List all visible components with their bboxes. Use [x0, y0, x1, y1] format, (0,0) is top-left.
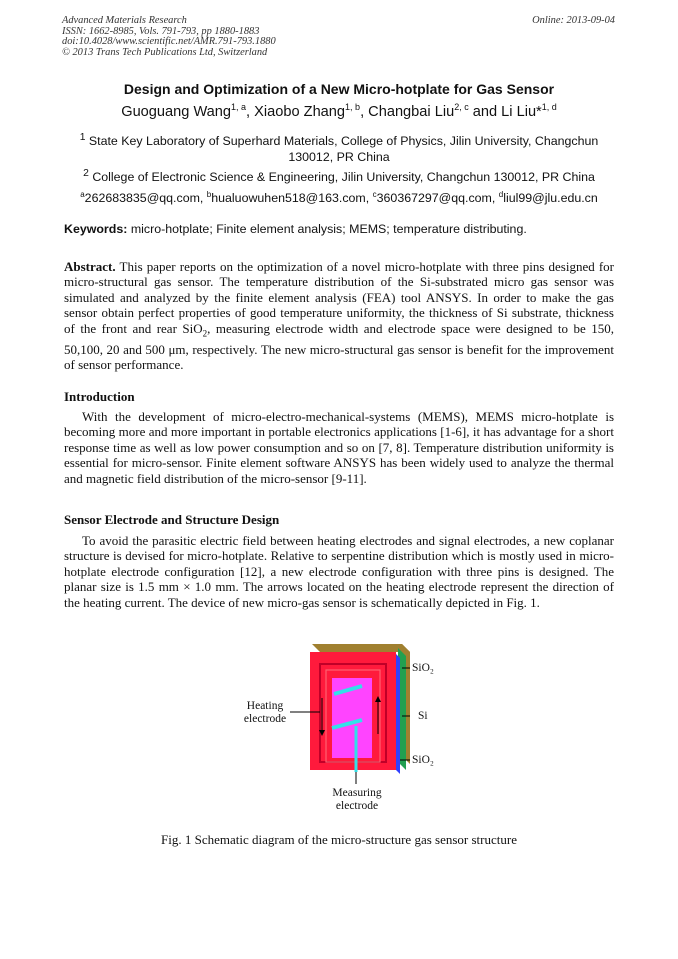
affiliation-sup: 2 [83, 168, 89, 179]
sensor-design-heading: Sensor Electrode and Structure Design [64, 512, 280, 527]
journal-header [62, 16, 276, 58]
affiliation-1 [70, 130, 608, 165]
abstract-text-1: This paper reports on the optimization of a novel micro-hotplate with three pins designed for micro-structural gas sensor. The temperature distribution of the Si-substrated micro gas sensor was simulated and analyzed by the finite element analysis (FEA) tool ANSYS. In order to make the gas sensor obtain perfect properties of good temperature uniformity, the thickness of Si substrate, thickness of the front and rear SiO [64, 259, 614, 336]
online-date: Online: 2013-09-04 [532, 15, 615, 26]
affiliation-text: State Key Laboratory of Superhard Materials, College of Physics, Jilin University, Changchun 130012, PR China [88, 134, 599, 165]
paper-title: Design and Optimization of a New Micro-hotplate for Gas Sensor [123, 81, 555, 97]
abstract-sub: 2 [202, 328, 208, 339]
email-address: 360367297@qq.com [376, 191, 492, 206]
abstract [64, 259, 614, 372]
affiliation-sup: 1 [79, 132, 86, 143]
abstract-label: Abstract. [64, 259, 116, 274]
abstract-text-2: , measuring electrode width and electrode space were designed to be 150, 50,100, 20 and 500 μm, respectively. The new micro-structural gas sensor is benefit for the improvement of sensor performance. [64, 320, 614, 373]
figure-1 [230, 636, 450, 816]
label-measuring-line2: electrode [335, 800, 379, 812]
author-separator: , [246, 103, 255, 120]
author-separator: , [360, 103, 369, 120]
doi-line: doi:10.4028/www.scientific.net/AMR.791-793.1880 [62, 36, 276, 48]
author-name: Xiaobo Zhang [254, 103, 346, 120]
email-address: 262683835@qq.com [84, 191, 200, 206]
email-list: $^a$262683835@qq.com, $^b$hualuowuhen518@163.com, $^c$360367297@qq.com, $^d$liul99@jlu.edu.cn [80, 190, 598, 206]
introduction-paragraph: With the development of micro-electro-mechanical-systems (MEMS), MEMS micro-hotplate is becoming more and more important in portable electronics applications [1-6], it has advantage for a short response time as well as low power consumption and so on [7, 8]. Temperature distribution uniformity is essential for micro-sensor. Finite element software ANSYS has been widely used to analyze the thermal and magnetic field distribution of the micro-sensor [9-11]. [64, 409, 614, 486]
label-heating-line2: electrode [243, 713, 287, 725]
top-layer-face [312, 644, 410, 652]
keywords [64, 222, 614, 236]
journal-name: Advanced Materials Research [62, 15, 187, 26]
issn-line: ISSN: 1662-8985, Vols. 791-793, pp 1880-1883 [62, 25, 260, 37]
email-sup: c [372, 190, 377, 199]
author-sup: 1, b [345, 102, 361, 112]
label-measuring-line1: Measuring [332, 787, 382, 799]
sensor-design-paragraph: To avoid the parasitic electric field between heating electrodes and signal electrodes, a new coplanar structure is devised for micro-hotplate. Relative to serpentine distribution which is mostly used in micro-hotplate electrode configuration [12], a new electrode configuration with three pins is designed. The planar size is 1.5 mm × 1.0 mm. The arrows located on the heating electrode represent the direction of the heating current. The device of new micro-gas sensor is schematically depicted in Fig. 1. [64, 533, 614, 610]
email-sup: b [206, 190, 212, 199]
author-sup: 1, a [231, 102, 247, 112]
introduction-heading: Introduction [64, 389, 135, 404]
author-list [0, 102, 678, 120]
email-sup: d [498, 190, 504, 199]
author-name: Changbai Liu [368, 103, 455, 120]
label-sio2-top: SiO₂ [412, 662, 434, 674]
author-sup: 2, c [454, 102, 469, 112]
email-sup: a [80, 190, 85, 199]
label-measuring-electrode [326, 787, 388, 813]
keywords-label: Keywords: [64, 222, 128, 236]
affiliation-text: College of Electronic Science & Engineering, Jilin University, Changchun 130012, PR China [92, 170, 595, 185]
keywords-text: micro-hotplate; Finite element analysis; MEMS; temperature distributing. [130, 222, 527, 236]
label-si: Si [418, 710, 428, 722]
figure-caption: Fig. 1 Schematic diagram of the micro-structure gas sensor structure [161, 832, 517, 847]
affiliation-2 [0, 166, 678, 185]
label-sio2-bottom: SiO₂ [412, 754, 434, 766]
author-name: Li Liu* [501, 103, 542, 120]
author-name: Guoguang Wang [121, 103, 232, 120]
label-heating-line1: Heating [246, 700, 284, 712]
email-address: liul99@jlu.edu.cn [503, 191, 598, 206]
email-address: hualuowuhen518@163.com [211, 191, 366, 206]
author-separator: and [468, 103, 502, 120]
author-sup: 1, d [541, 102, 557, 112]
copyright-line: © 2013 Trans Tech Publications Ltd, Switzerland [62, 46, 268, 58]
label-heating-electrode [240, 700, 290, 726]
